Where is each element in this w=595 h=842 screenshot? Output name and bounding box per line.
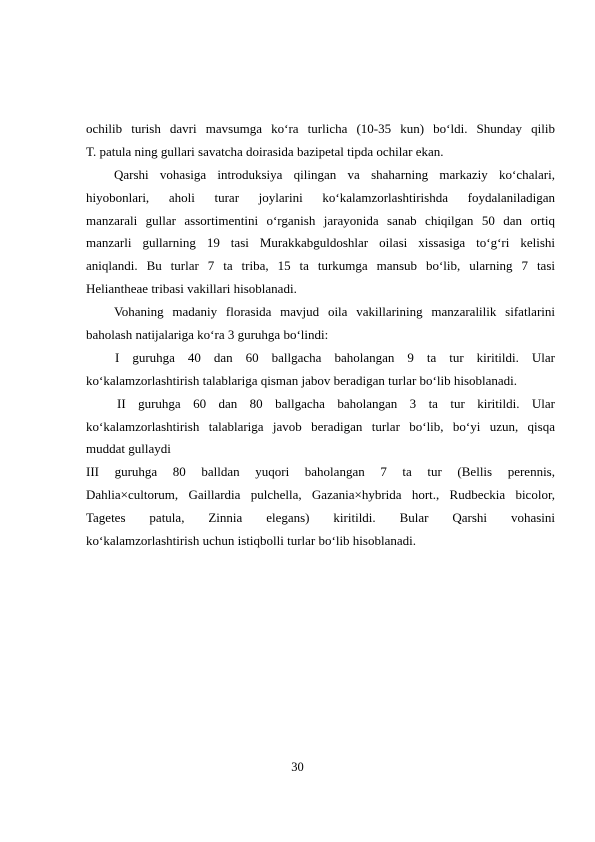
paragraph-line: ko‘kalamzorlashtirish uchun istiqbolli turlar bo‘lib hisoblanadi. [86,533,416,549]
paragraph-line: aniqlandi. Bu turlar 7 ta triba, 15 ta turkumga mansub bo‘lib, ularning 7 tasi [86,258,555,274]
paragraph-line: ko‘kalamzorlashtirish talablariga qisman jabov beradigan turlar bo‘lib hisoblanadi. [86,372,518,388]
paragraph-line: II guruhga 60 dan 80 ballgacha baholangan 3 ta tur kiritildi. Ular [117,395,555,411]
paragraph-line: manzarali gullar assortimentini o‘rganish jarayonida sanab chiqilgan 50 dan ortiq [86,212,555,228]
paragraph-line: manzarli gullarning 19 tasi Murakkabguldoshlar oilasi xissasiga to‘g‘ri kelishi [86,235,555,251]
paragraph-line: Tagetes patula, Zinnia elegans) kiritildi. Bular Qarshi vohasini [86,510,555,526]
paragraph-line: I guruhga 40 dan 60 ballgacha baholangan 9 ta tur kiritildi. Ular [115,349,555,365]
paragraph-line: ochilib turish davri mavsumga ko‘ra turlicha (10-35 kun) bo‘ldi. Shunday qilib [86,121,555,136]
document-body [86,118,555,553]
paragraph-line: baholash natijalariga ko‘ra 3 guruhga bo‘lindi: [86,327,329,343]
paragraph-line: Dahlia×cultorum, Gaillardia pulchella, Gazania×hybrida hort., Rudbeckia bicolor, [86,487,555,503]
paragraph-line: T. patula ning gullari savatcha doirasida bazipetal tipda ochilar ekan. [86,143,444,159]
page-number: 30 [291,760,304,774]
paragraph-line: Heliantheae tribasi vakillari hisoblanadi. [86,281,297,297]
paragraph-line: Qarshi vohasiga introduksiya qilingan va shaharning markaziy ko‘chalari, [114,166,555,182]
paragraph-line: Vohaning madaniy florasida mavjud oila vakillarining manzaralilik sifatlarini [114,304,555,320]
paragraph-line: ko‘kalamzorlashtirish talablariga javob beradigan turlar bo‘lib, bo‘yi uzun, qisqa [86,418,555,434]
paragraph-line: muddat gullaydi [86,441,171,457]
paragraph-line: hiyobonlari, aholi turar joylarini ko‘kalamzorlashtirishda foydalaniladigan [86,189,555,205]
paragraph-line: III guruhga 80 balldan yuqori baholangan 7 ta tur (Bellis perennis, [86,464,555,480]
